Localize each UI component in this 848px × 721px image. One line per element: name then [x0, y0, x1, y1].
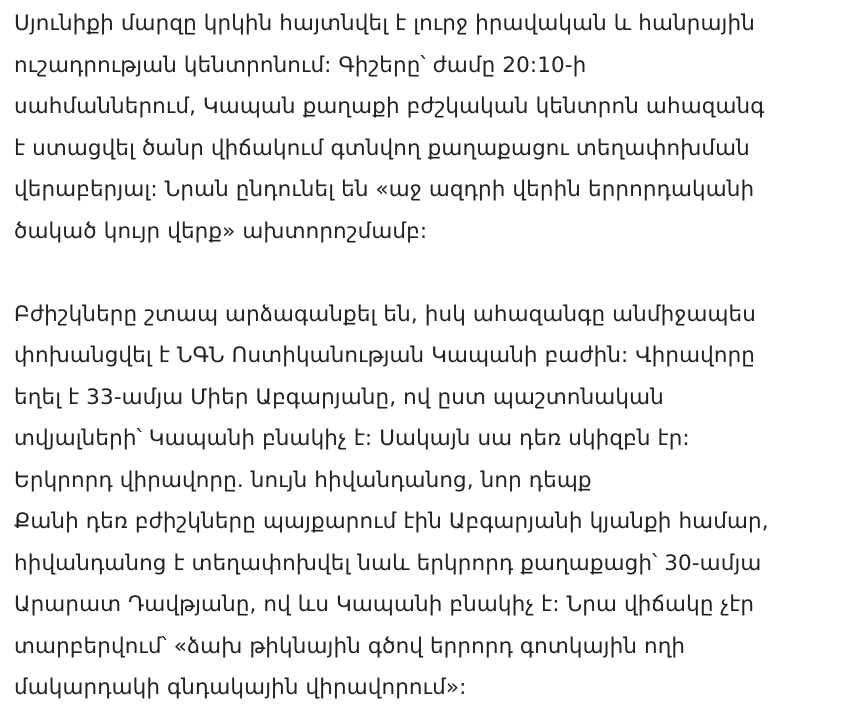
- text-line: Սյունիքի մարզը կրկին հայտնվել է լուրջ իրավական և հանրային: [14, 11, 755, 36]
- paragraph-2: [14, 294, 840, 709]
- text-line: է ստացվել ծանր վիճակում գտնվող քաղաքացու տեղափոխման: [14, 135, 750, 161]
- text-line: Քանի դեռ բժիշկները պայքարում էին Աբգարյանի կյանքի համար,: [14, 509, 769, 534]
- text-line: Բժիշկները շտապ արձագանքել են, իսկ ահազանգը անմիջապես: [14, 301, 757, 327]
- text-line: փոխանցվել է ՆԳՆ Ոստիկանության Կապանի բաժին: Վիրավորը: [14, 343, 756, 368]
- paragraph-1: [14, 3, 840, 252]
- paragraph-spacer: [14, 252, 840, 294]
- text-line: եղել է 33-ամյա Միեր Աբգարյանը, ով ըստ պաշտոնական: [14, 384, 664, 410]
- text-line: տվյալների՝ Կապանի բնակիչ է: Սակայն սա դեռ սկիզբն էր:: [14, 426, 690, 451]
- text-line: տարբերվում՝ «ձախ թիկնային գծով երրորդ գոտկային ողի: [14, 633, 686, 659]
- text-line: Արարատ Դավթյանը, ով ևս Կապանի բնակիչ է: Նրա վիճակը չէր: [14, 592, 755, 617]
- text-line: սահմաններում, Կապան քաղաքի բժշկական կենտրոն ահազանգ: [14, 94, 765, 119]
- text-line: մակարդակի գնդակային վիրավորում»:: [14, 675, 467, 700]
- text-line: ուշադրության կենտրոնում: Գիշերը՝ ժամը 20:10-ի: [14, 52, 587, 78]
- subheading-line: Երկրորդ վիրավորը. նույն հիվանդանոց, նոր դեպք: [14, 467, 592, 493]
- text-line: վերաբերյալ: Նրան ընդունել են «աջ ազդրի վերին երրորդականի: [14, 177, 755, 202]
- text-line: ծակած կույր վերք» ախտորոշմամբ:: [14, 218, 428, 244]
- text-line: հիվանդանոց է տեղափոխվել նաև երկրորդ քաղաքացի՝ 30-ամյա: [14, 550, 762, 576]
- article-body: [14, 3, 840, 709]
